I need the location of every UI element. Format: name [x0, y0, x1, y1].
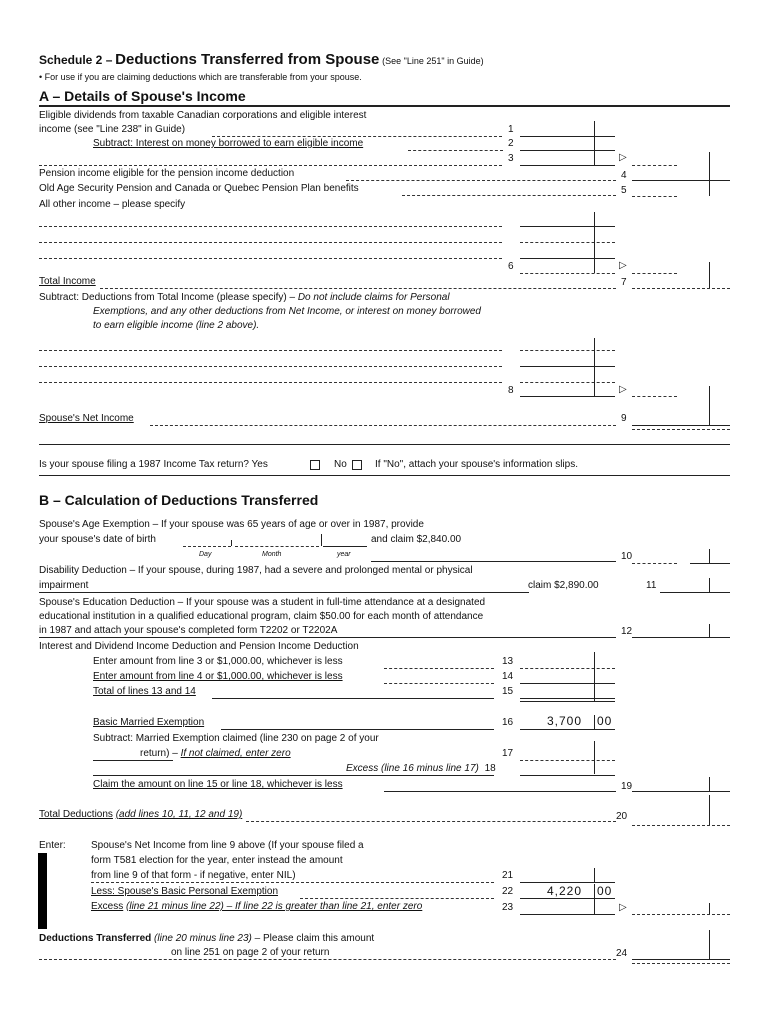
line-2-field[interactable]: [520, 150, 615, 151]
transferred-label-2: on line 251 on page 2 of your return: [171, 947, 330, 958]
line-5-field[interactable]: [632, 196, 677, 197]
arrow-icon: ▷: [619, 902, 627, 913]
arrow-icon: ▷: [619, 152, 627, 163]
line-21-field[interactable]: [520, 882, 615, 883]
subtract-note-1: Do not include claims for Personal: [297, 292, 450, 303]
line-number-8: 8: [508, 385, 514, 396]
claim-15-18-label: Claim the amount on line 15 or line 18, whichever is less: [93, 779, 343, 790]
disability-label-2: impairment: [39, 580, 89, 591]
filing-no-label: No: [334, 459, 347, 470]
subtract-married-text: return) –: [140, 748, 178, 759]
line-1-field[interactable]: [520, 136, 615, 137]
line-18-field[interactable]: [520, 775, 615, 776]
dividends-label-2: income (see "Line 238" in Guide): [39, 124, 186, 135]
line-number-6: 6: [508, 261, 514, 272]
line-number-19: 19: [621, 781, 633, 792]
line-6-field[interactable]: [520, 273, 615, 274]
arrow-icon: ▷: [619, 260, 627, 271]
age-exemption-label-1: Spouse's Age Exemption – If your spouse was 65 years of age or over in 1987, provide: [39, 519, 424, 530]
enter-label: Enter:: [39, 840, 66, 851]
enter-net-label-1: Spouse's Net Income from line 9 above (If your spouse filed a: [91, 840, 364, 851]
line-number-17: 17: [502, 748, 514, 759]
line-19-field[interactable]: [632, 791, 730, 792]
subtract-interest-label: Subtract: Interest on money borrowed to earn eligible income: [93, 138, 364, 149]
line-number-16: 16: [502, 717, 514, 728]
transferred-note: (line 20 minus line 23) –: [154, 933, 261, 944]
basic-married-label: Basic Married Exemption: [93, 717, 205, 728]
line-number-14: 14: [502, 671, 514, 682]
schedule-title: [39, 51, 484, 68]
line-number-5: 5: [621, 185, 627, 196]
excess-21-22-note: (line 21 minus line 22) – If line 22 is greater than line 21, enter zero: [126, 901, 423, 912]
subtract-married-label-2: [93, 748, 291, 759]
section-b-title: B – Calculation of Deductions Transferred: [39, 492, 319, 508]
line-number-23: 23: [502, 902, 514, 913]
line-10-field[interactable]: [632, 563, 677, 564]
line-15-field[interactable]: [520, 698, 615, 699]
total-13-14-label: Total of lines 13 and 14: [93, 686, 196, 697]
education-label-2: educational institution in a qualified educational program, claim $50.00 for each month of attendance: [39, 611, 484, 622]
line-number-1: 1: [508, 124, 514, 135]
filing-question: [39, 459, 268, 470]
line-7-field[interactable]: [632, 288, 730, 289]
subtract-deductions-text: Subtract: Deductions from Total Income (please specify) –: [39, 292, 296, 303]
subtract-married-note: If not claimed, enter zero: [180, 748, 291, 759]
line-number-7: 7: [621, 277, 627, 288]
line-number-2: 2: [508, 138, 514, 149]
pension-income-label: Pension income eligible for the pension income deduction: [39, 168, 295, 179]
line-8-field[interactable]: [520, 396, 615, 397]
line-20-field[interactable]: [632, 825, 730, 826]
black-bar-mark: [38, 853, 47, 929]
line-11-field[interactable]: [660, 592, 730, 593]
enter-line-4-label: Enter amount from line 4 or $1,000.00, whichever is less: [93, 671, 343, 682]
line-number-13: 13: [502, 656, 514, 667]
no-checkbox[interactable]: [352, 460, 362, 470]
subtract-married-label-1: Subtract: Married Exemption claimed (line 230 on page 2 of your: [93, 733, 379, 744]
guide-reference: (See "Line 251" in Guide): [382, 56, 484, 66]
less-basic-amount: 4,220: [547, 884, 583, 898]
line-9-field[interactable]: [632, 425, 730, 426]
education-label-1: Spouse's Education Deduction – If your spouse was a student in full-time attendance at a designated: [39, 597, 486, 608]
birth-day-field[interactable]: [183, 546, 231, 547]
excess-16-17-text: Excess (line 16 minus line 17): [346, 763, 479, 774]
month-label: Month: [262, 551, 282, 558]
birth-month-field[interactable]: [235, 546, 319, 547]
excess-21-22-text: Excess: [91, 901, 124, 912]
less-basic-cents: 00: [597, 884, 613, 898]
less-basic-label: Less: Spouse's Basic Personal Exemption: [91, 886, 279, 897]
line-number-21: 21: [502, 870, 514, 881]
filing-question-text: Is your spouse filing a 1987 Income Tax return? Yes: [39, 459, 268, 470]
transferred-claim: Please claim this amount: [263, 933, 375, 944]
oas-cpp-label: Old Age Security Pension and Canada or Quebec Pension Plan benefits: [39, 183, 359, 194]
subtitle: • For use if you are claiming deductions which are transferable from your spouse.: [39, 72, 362, 82]
total-deductions-text: Total Deductions: [39, 809, 113, 820]
transferred-text: Deductions Transferred: [39, 933, 152, 944]
year-label: year: [337, 551, 351, 558]
total-deductions-note: (add lines 10, 11, 12 and 19): [115, 809, 243, 820]
day-label: Day: [199, 551, 212, 558]
enter-line-3-label: Enter amount from line 3 or $1,000.00, whichever is less: [93, 656, 343, 667]
other-income-label: All other income – please specify: [39, 199, 186, 210]
enter-net-label-2: form T581 election for the year, enter instead the amount: [91, 855, 343, 866]
line-number-4: 4: [621, 170, 627, 181]
dividends-label-1: Eligible dividends from taxable Canadian corporations and eligible interest: [39, 110, 367, 121]
line-13-field[interactable]: [520, 668, 615, 669]
line-number-24: 24: [616, 948, 628, 959]
age-exemption-label-2: your spouse's date of birth: [39, 534, 156, 545]
education-label-3: in 1987 and attach your spouse's completed form T2202 or T2202A: [39, 625, 338, 636]
total-deductions-label: [39, 809, 242, 820]
basic-married-cents: 00: [597, 714, 613, 728]
basic-married-amount: 3,700: [547, 714, 583, 728]
line-number-20: 20: [616, 811, 628, 822]
line-number-11: 11: [646, 580, 657, 591]
title-prefix: Schedule 2 –: [39, 53, 113, 67]
birth-year-field[interactable]: [323, 546, 367, 547]
line-number-3: 3: [508, 153, 514, 164]
age-claim-amount: and claim $2,840.00: [371, 534, 462, 545]
line-24-field[interactable]: [632, 959, 730, 960]
line-14-field[interactable]: [520, 683, 615, 684]
net-income-label: Spouse's Net Income: [39, 413, 134, 424]
line-4-field[interactable]: [632, 180, 730, 181]
line-number-15: 15: [502, 686, 514, 697]
line-number-22: 22: [502, 886, 514, 897]
line-3-field[interactable]: [520, 165, 615, 166]
yes-checkbox[interactable]: [310, 460, 320, 470]
total-income-label: Total Income: [39, 276, 96, 287]
subtract-deductions-label: [39, 292, 450, 303]
section-a-title: A – Details of Spouse's Income: [39, 88, 246, 104]
line-number-9: 9: [621, 413, 627, 424]
arrow-icon: ▷: [619, 384, 627, 395]
line-number-10: 10: [621, 551, 633, 562]
transferred-label: [39, 933, 374, 944]
filing-note: If "No", attach your spouse's information slips.: [375, 459, 578, 470]
interest-pension-label: Interest and Dividend Income Deduction and Pension Income Deduction: [39, 641, 359, 652]
line-number-12: 12: [621, 626, 633, 637]
title-main: Deductions Transferred from Spouse: [115, 51, 380, 68]
subtract-note-2: Exemptions, and any other deductions from Net Income, or interest on money borrowed: [93, 306, 481, 317]
line-number-18: 18: [484, 763, 496, 774]
line-12-field[interactable]: [632, 637, 730, 638]
excess-16-17-label: [346, 763, 496, 774]
excess-21-22-label: [91, 901, 422, 912]
disability-claim: claim $2,890.00: [528, 580, 599, 591]
line-17-field[interactable]: [520, 760, 615, 761]
disability-label-1: Disability Deduction – If your spouse, during 1987, had a severe and prolonged mental or physical: [39, 565, 473, 576]
enter-net-label-3: from line 9 of that form - if negative, enter NIL): [91, 870, 296, 881]
line-16-field[interactable]: [520, 729, 615, 730]
line-22-field[interactable]: [520, 898, 615, 899]
line-23-field[interactable]: [520, 914, 615, 915]
subtract-note-3: to earn eligible income (line 2 above).: [93, 320, 260, 331]
